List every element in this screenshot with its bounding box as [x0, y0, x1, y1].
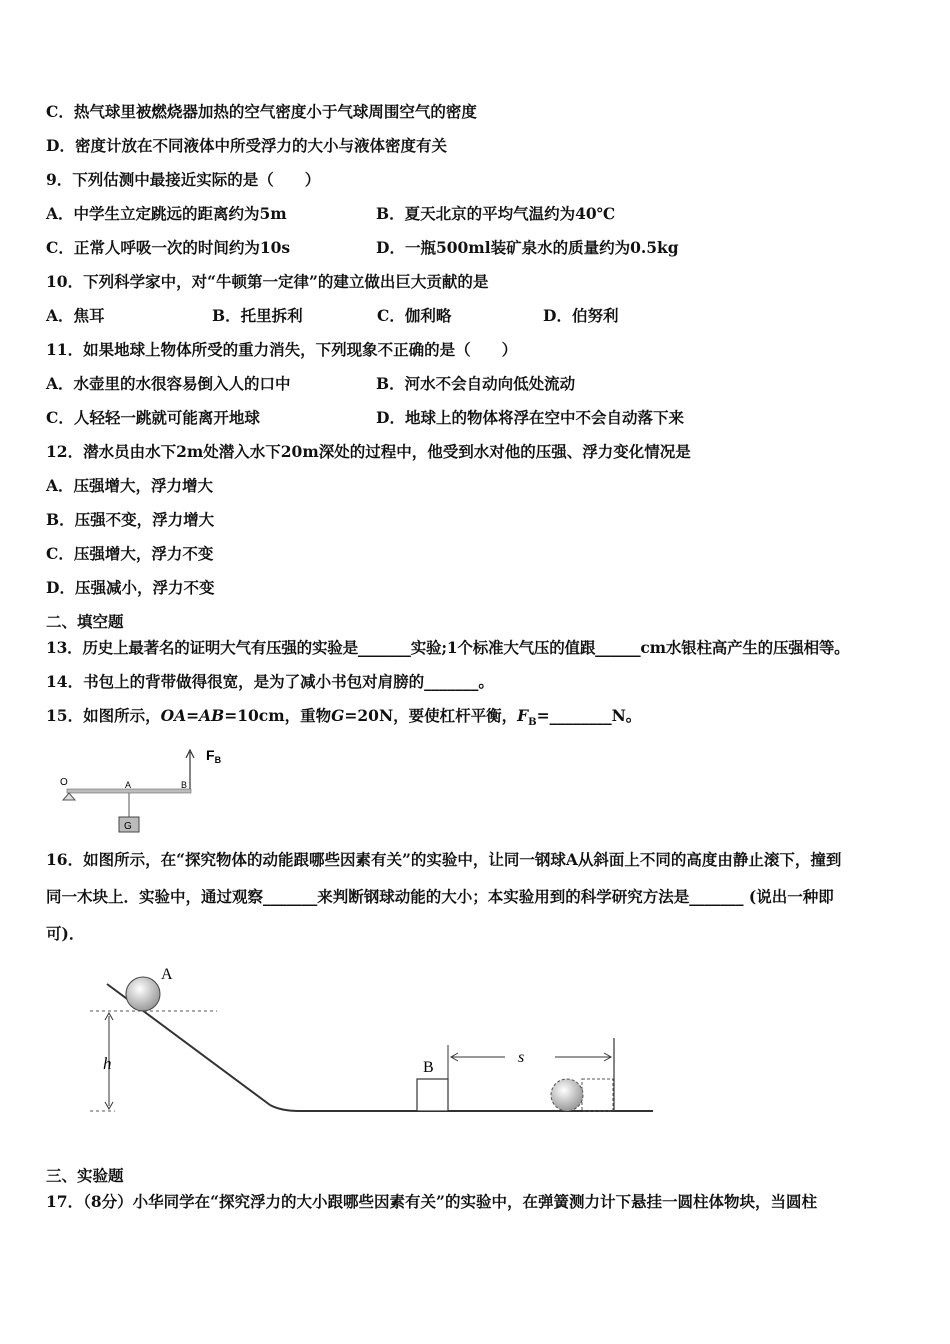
- distance-s-label: s: [518, 1049, 525, 1066]
- steel-ball-a: [126, 977, 160, 1011]
- point-o-label: O: [60, 777, 68, 788]
- q8-option-d: D．密度计放在不同液体中所受浮力的大小与液体密度有关: [46, 136, 447, 155]
- q9-stem: 9．下列估测中最接近实际的是（ ）: [46, 170, 321, 189]
- q10-option-d: D．伯努利: [543, 306, 619, 325]
- ball-final-position: [551, 1079, 583, 1111]
- q10-option-b: B．托里拆利: [212, 306, 303, 325]
- q11-option-d: D．地球上的物体将浮在空中不会自动落下来: [376, 408, 684, 427]
- q9-option-c: C．正常人呼吸一次的时间约为10s: [46, 238, 291, 257]
- fulcrum-icon: [63, 793, 75, 800]
- weight-g-label: G: [124, 821, 132, 832]
- q9-option-a: A．中学生立定跳远的距离约为5m: [46, 204, 287, 223]
- section-fill-in-title: 二、填空题: [46, 612, 124, 631]
- q11-stem: 11．如果地球上物体所受的重力消失，下列现象不正确的是（ ）: [46, 340, 518, 359]
- q8-option-c: C．热气球里被燃烧器加热的空气密度小于气球周围空气的密度: [46, 102, 477, 121]
- q16-line2: 同一木块上．实验中，通过观察_______来判断钢球动能的大小；本实验用到的科学研究方法是_______ (说出一种即: [46, 887, 834, 906]
- q12-option-b: B．压强不变，浮力增大: [46, 510, 215, 529]
- q12-option-d: D．压强减小，浮力不变: [46, 578, 215, 597]
- ball-a-label: A: [161, 966, 173, 983]
- incline-curve: [270, 1105, 299, 1111]
- q12-stem: 12．潜水员由水下2m处潜入水下20m深处的过程中，他受到水对他的压强、浮力变化情况是: [46, 442, 691, 461]
- point-a-label: A: [125, 780, 132, 790]
- block-b-label: B: [423, 1059, 434, 1076]
- q10-option-a: A．焦耳: [46, 306, 105, 325]
- q14-text: 14．书包上的背带做得很宽，是为了减小书包对肩膀的_______。: [46, 672, 494, 691]
- lever-figure: [55, 742, 235, 838]
- q16-line3: 可)．: [46, 924, 85, 943]
- q9-option-d: D．一瓶500ml装矿泉水的质量约为0.5kg: [376, 238, 679, 257]
- q10-option-c: C．伽利略: [377, 306, 452, 325]
- point-b-label: B: [181, 780, 188, 790]
- q17-text: 17．（8分）小华同学在“探究浮力的大小跟哪些因素有关”的实验中，在弹簧测力计下悬挂一圆柱体物块，当圆柱: [46, 1192, 817, 1211]
- q11-option-a: A．水壶里的水很容易倒入人的口中: [46, 374, 291, 393]
- q11-option-b: B．河水不会自动向低处流动: [376, 374, 576, 393]
- q12-option-c: C．压强增大，浮力不变: [46, 544, 214, 563]
- q12-option-a: A．压强增大，浮力增大: [46, 476, 214, 495]
- q13-text: 13．历史上最著名的证明大气有压强的实验是_______实验;1个标准大气压的值跟______cm水银柱高产生的压强相等。: [46, 638, 850, 657]
- section-experiment-title: 三、实验题: [46, 1166, 124, 1185]
- moved-block-dashed-outline: [582, 1079, 613, 1111]
- kinetic-energy-figure: [85, 960, 660, 1120]
- q9-option-b: B．夏天北京的平均气温约为40℃: [376, 204, 616, 223]
- q15-text: 15．如图所示，OA=AB=10cm，重物G=20N，要使杠杆平衡，$F_B=\_\_\_\_\_\_\_\_N$。: [46, 706, 642, 729]
- force-fb-label: $F_B$: [206, 747, 222, 765]
- height-h-label: h: [103, 1054, 112, 1073]
- q16-line1: 16．如图所示，在“探究物体的动能跟哪些因素有关”的实验中，让同一钢球A从斜面上不同的高度由静止滚下，撞到: [46, 850, 842, 869]
- wooden-block-b: [417, 1079, 448, 1111]
- q11-option-c: C．人轻轻一跳就可能离开地球: [46, 408, 260, 427]
- q10-stem: 10．下列科学家中，对“牛顿第一定律”的建立做出巨大贡献的是: [46, 272, 489, 291]
